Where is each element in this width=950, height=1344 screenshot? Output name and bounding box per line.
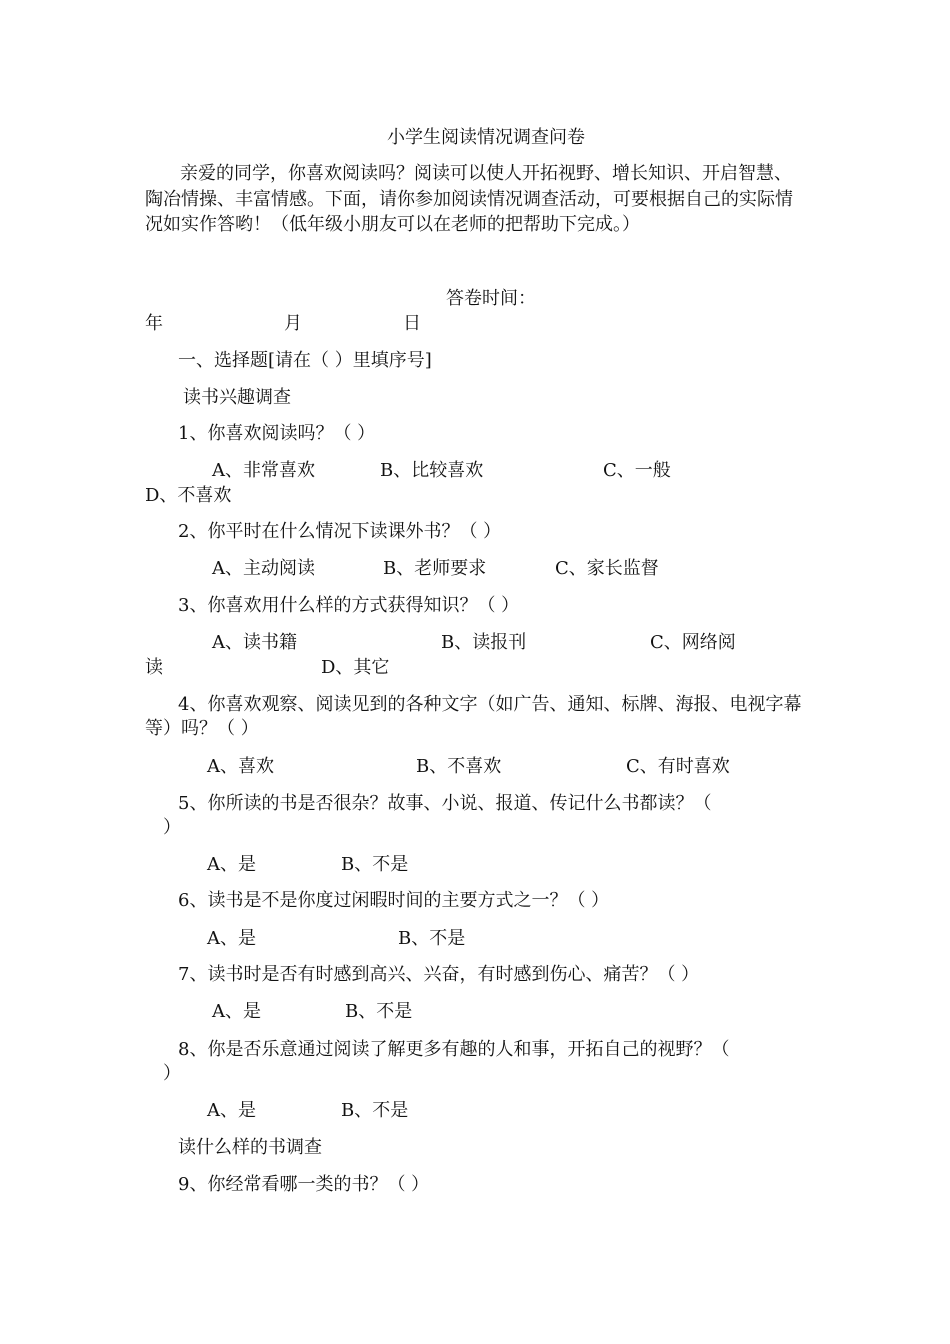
q4-option-b: B、不喜欢 (416, 756, 502, 777)
question-4-line-2: 等）吗？（ ） (145, 718, 259, 739)
q3-option-c: C、网络阅 (650, 632, 736, 653)
q6-option-a: A、是 (207, 928, 256, 949)
q4-option-c: C、有时喜欢 (626, 756, 730, 777)
subsection-reading-interest: 读书兴趣调查 (183, 387, 291, 408)
q7-option-a: A、是 (212, 1001, 261, 1022)
page-title: 小学生阅读情况调查问卷 (387, 127, 585, 148)
q3-option-c-wrap: 读 (145, 657, 163, 678)
question-5-line-2: ） (163, 817, 181, 838)
q3-option-d: D、其它 (321, 657, 390, 678)
answer-time-day: 日 (403, 313, 421, 334)
q5-option-b: B、不是 (341, 854, 409, 875)
question-1: 1、你喜欢阅读吗？（ ） (178, 423, 376, 444)
intro-line-3: 况如实作答哟！（低年级小朋友可以在老师的把帮助下完成。） (145, 214, 640, 235)
answer-time-year: 年 (145, 313, 163, 334)
q8-option-a: A、是 (207, 1100, 256, 1121)
section-heading: 一、选择题[请在（ ）里填序号] (178, 350, 432, 371)
question-4-line-1: 4、你喜欢观察、阅读见到的各种文字（如广告、通知、标牌、海报、电视字幕 (178, 694, 802, 715)
question-5-line-1: 5、你所读的书是否很杂？故事、小说、报道、传记什么书都读？（ (178, 793, 712, 814)
q2-option-b: B、老师要求 (383, 558, 487, 579)
q6-option-b: B、不是 (398, 928, 466, 949)
question-2: 2、你平时在什么情况下读课外书？（ ） (178, 521, 502, 542)
intro-line-2: 陶冶情操、丰富情感。下面，请你参加阅读情况调查活动，可要根据自己的实际情 (145, 189, 793, 210)
answer-time-label: 答卷时间： (446, 288, 536, 309)
question-8-line-1: 8、你是否乐意通过阅读了解更多有趣的人和事，开拓自己的视野？（ (178, 1039, 730, 1060)
q1-option-a: A、非常喜欢 (212, 460, 315, 481)
question-9: 9、你经常看哪一类的书？（ ） (178, 1174, 430, 1195)
q8-option-b: B、不是 (341, 1100, 409, 1121)
q1-option-b: B、比较喜欢 (380, 460, 484, 481)
question-6: 6、读书是不是你度过闲暇时间的主要方式之一？（ ） (178, 890, 610, 911)
q1-option-d: D、不喜欢 (145, 485, 232, 506)
q7-option-b: B、不是 (345, 1001, 413, 1022)
intro-line-1: 亲爱的同学，你喜欢阅读吗？阅读可以使人开拓视野、增长知识、开启智慧、 (180, 163, 792, 184)
question-7: 7、读书时是否有时感到高兴、兴奋，有时感到伤心、痛苦？（ ） (178, 964, 700, 985)
subsection-book-types: 读什么样的书调查 (178, 1137, 322, 1158)
q2-option-a: A、主动阅读 (212, 558, 315, 579)
question-3: 3、你喜欢用什么样的方式获得知识？（ ） (178, 595, 520, 616)
q4-option-a: A、喜欢 (207, 756, 274, 777)
question-8-line-2: ） (163, 1063, 181, 1084)
q1-option-c: C、一般 (603, 460, 671, 481)
q3-option-a: A、读书籍 (212, 632, 297, 653)
q5-option-a: A、是 (207, 854, 256, 875)
answer-time-month: 月 (284, 313, 302, 334)
q3-option-b: B、读报刊 (441, 632, 527, 653)
q2-option-c: C、家长监督 (555, 558, 659, 579)
